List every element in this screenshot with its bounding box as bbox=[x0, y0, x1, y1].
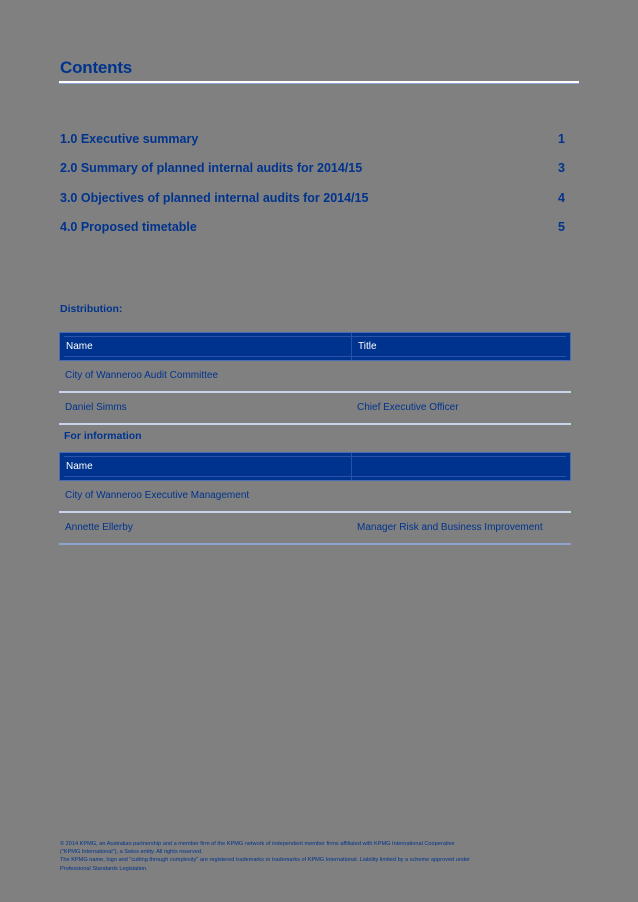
toc-entry-label: 4.0 Proposed timetable bbox=[60, 220, 197, 235]
table-header bbox=[59, 332, 571, 361]
toc-page-number: 1 bbox=[558, 131, 565, 146]
table-header bbox=[59, 452, 571, 481]
footer-line: The KPMG name, logo and "cutting through complexity" are registered trademarks or trademarks of KPMG International. Liability limited by a scheme approved under bbox=[60, 857, 471, 864]
table-group-row: City of Wanneroo Executive Management bbox=[59, 481, 571, 513]
toc-entry-label: 1.0 Executive summary bbox=[60, 131, 199, 146]
footer-line: © 2014 KPMG, an Australian partnership and a member firm of the KPMG network of independent member firms affiliated with KPMG International Cooperative bbox=[60, 841, 455, 847]
toc-entry-objectives-of-audits[interactable] bbox=[60, 183, 565, 213]
footer-line: Professional Standards Legislation. bbox=[60, 865, 148, 872]
cell-title: Chief Executive Officer bbox=[357, 402, 459, 413]
column-header-title bbox=[352, 453, 570, 480]
for-information-table bbox=[59, 452, 571, 545]
toc-page-number: 3 bbox=[558, 161, 565, 176]
cell-title: Manager Risk and Business Improvement bbox=[357, 522, 543, 533]
distribution-table bbox=[59, 332, 571, 425]
page-title: Contents bbox=[60, 58, 133, 77]
toc-page-number: 4 bbox=[558, 190, 565, 205]
toc-entry-summary-of-audits[interactable] bbox=[60, 154, 565, 184]
for-information-heading: For information bbox=[64, 430, 142, 442]
table-group-row: City of Wanneroo Audit Committee bbox=[59, 361, 571, 393]
column-header-name: Name bbox=[60, 333, 352, 360]
column-header-name: Name bbox=[60, 453, 352, 480]
distribution-heading: Distribution: bbox=[60, 303, 123, 315]
toc-entry-proposed-timetable[interactable] bbox=[60, 213, 565, 243]
toc-entry-label: 2.0 Summary of planned internal audits for 2014/15 bbox=[60, 161, 363, 176]
toc-page-number: 5 bbox=[558, 220, 565, 235]
cell-name: Daniel Simms bbox=[65, 402, 127, 413]
toc-entry-label: 3.0 Objectives of planned internal audits for 2014/15 bbox=[60, 190, 369, 205]
footer-line: ("KPMG International"), a Swiss entity. All rights reserved. bbox=[60, 849, 203, 856]
column-header-title: Title bbox=[358, 341, 377, 352]
cell-name: Annette Ellerby bbox=[65, 522, 133, 533]
table-row bbox=[59, 393, 571, 425]
legal-footer bbox=[60, 840, 540, 873]
table-row bbox=[59, 513, 571, 545]
table-of-contents bbox=[60, 124, 565, 242]
toc-entry-executive-summary[interactable] bbox=[60, 124, 565, 154]
title-divider bbox=[59, 81, 579, 84]
